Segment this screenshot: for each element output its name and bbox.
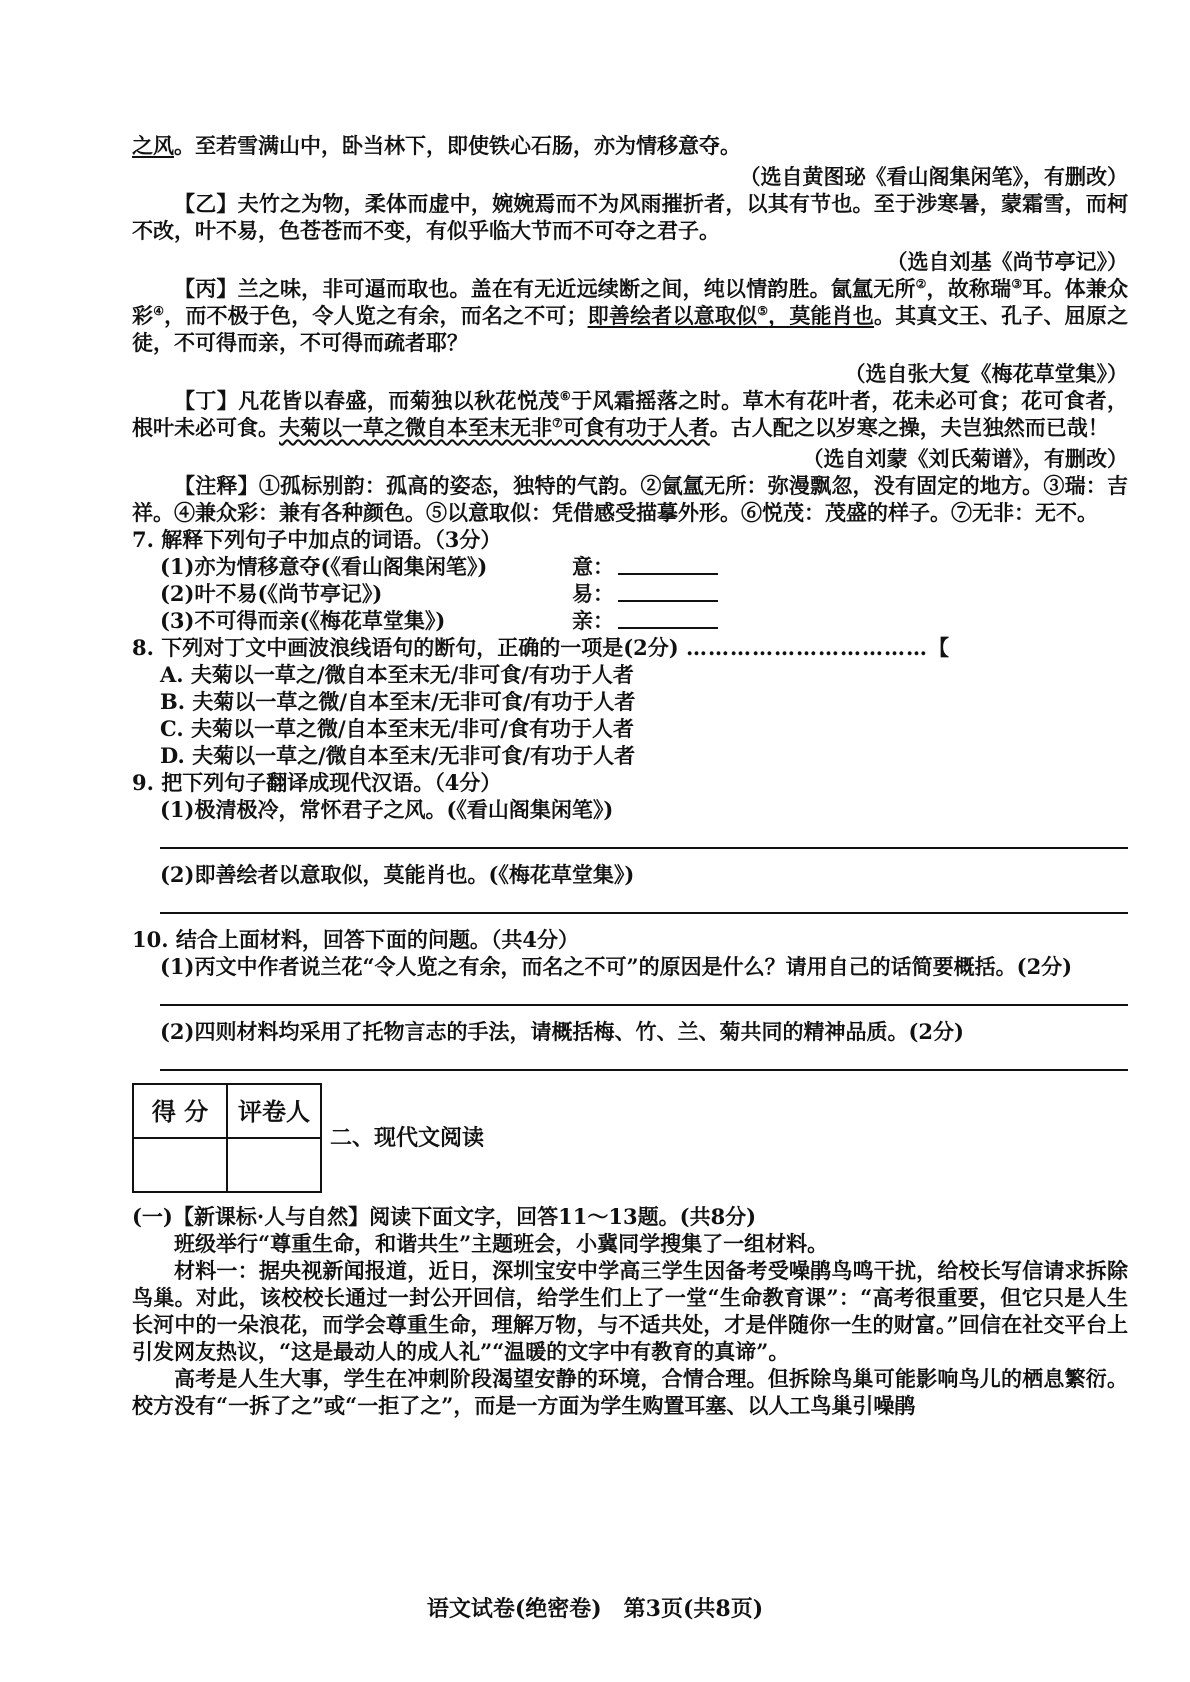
wavy-underlined-sentence: 夫菊以一草之微自本至末无非⑦可食有功于人者 <box>279 415 710 440</box>
section-title: 二、现代文阅读 <box>330 1124 485 1151</box>
score-cell[interactable] <box>133 1138 227 1192</box>
underlined-sentence: 即善绘者以意取似⑤，莫能肖也 <box>587 303 875 328</box>
answer-blank[interactable] <box>618 607 718 629</box>
answer-line[interactable] <box>160 902 1128 914</box>
question-7-stem: 7. 解释下列句子中加点的词语。（3分） <box>132 527 502 552</box>
underlined-phrase: 之风 <box>132 133 174 158</box>
answer-line[interactable] <box>160 837 1128 849</box>
q10-sub-1: (1)丙文中作者说兰花“令人览之有余，而名之不可”的原因是什么？请用自己的话简要概括。(2分) <box>160 954 1073 979</box>
option-d[interactable]: D. 夫菊以一草之/微自本至末/无非可食/有功于人者 <box>160 743 636 768</box>
page-content <box>132 132 1128 1419</box>
reading-paragraph-2: 材料一：据央视新闻报道，近日，深圳宝安中学高三学生因备考受噪鹃鸟鸣干扰，给校长写信请求拆除鸟巢。对此，该校校长通过一封公开回信，给学生们上了一堂“生命教育课”：“高考很重要，但它只是人生长河中的一朵浪花，而学会尊重生命，理解万物，与不适共处，才是伴随你一生的财富。”回信在社交平台上引发网友热议，“这是最动人的成人礼”“温暖的文字中有教育的真谛”。 <box>132 1258 1128 1364</box>
passage-jia-tail: 之风。至若雪满山中，卧当林下，即使铁心石肠，亦为情移意夺。 <box>132 133 741 158</box>
question-10-stem: 10. 结合上面材料，回答下面的问题。（共4分） <box>132 927 579 952</box>
passage-ding: 【丁】凡花皆以春盛，而菊独以秋花悦茂⑥于风霜摇落之时。草木有花叶者，花未必可食；花可食者，根叶未必可食。夫菊以一草之微自本至末无非⑦可食有功于人者。古人配之以岁寒之操，夫岂独然而已哉！ <box>132 388 1129 440</box>
source-bing: （选自张大复《梅花草堂集》） <box>844 361 1128 386</box>
q7-item-2: (2)叶不易(《尚节亭记》) 易： <box>160 580 1128 607</box>
answer-blank[interactable] <box>618 553 718 575</box>
passage-bing: 【丙】兰之味，非可逼而取也。盖在有无近远续断之间，纯以情韵胜。氤氲无所②，故称瑞③耳。体兼众彩④，而不极于色，令人览之有余，而名之不可；即善绘者以意取似⑤，莫能肖也。其真文王、孔子、屈原之徒，不可得而亲，不可得而疏者耶？ <box>132 276 1129 355</box>
option-a[interactable]: A. 夫菊以一草之/微自本至末无/非可食/有功于人者 <box>160 662 634 687</box>
answer-line[interactable] <box>160 1059 1128 1071</box>
reading-paragraph-1: 班级举行“尊重生命，和谐共生”主题班会，小冀同学搜集了一组材料。 <box>174 1231 829 1256</box>
answer-bracket[interactable]: ……………………………【 <box>686 635 951 660</box>
source-ding: （选自刘蒙《刘氏菊谱》，有删改） <box>802 446 1128 471</box>
reading-paragraph-3: 高考是人生大事，学生在冲刺阶段渴望安静的环境，合情合理。但拆除鸟巢可能影响鸟儿的栖息繁衍。校方没有“一拆了之”或“一拒了之”，而是一方面为学生购置耳塞、以人工鸟巢引噪鹃 <box>132 1366 1128 1418</box>
q7-item-1: (1)亦为情移意夺(《看山阁集闲笔》) 意： <box>160 553 1128 580</box>
q9-sentence-1: (1)极清极冷，常怀君子之风。(《看山阁集闲笔》) <box>160 797 614 822</box>
answer-blank[interactable] <box>618 580 718 602</box>
q10-sub-2: (2)四则材料均采用了托物言志的手法，请概括梅、竹、兰、菊共同的精神品质。(2分) <box>160 1019 964 1044</box>
option-c[interactable]: C. 夫菊以一草之微/自本至末无/非可/食有功于人者 <box>160 716 634 741</box>
score-section <box>132 1083 1128 1193</box>
source-yi: （选自刘基《尚节亭记》） <box>886 249 1128 274</box>
question-8-stem: 8. 下列对丁文中画波浪线语句的断句，正确的一项是(2分) ……………………………【 <box>132 635 951 660</box>
answer-line[interactable] <box>160 994 1128 1006</box>
question-9-stem: 9. 把下列句子翻译成现代汉语。（4分） <box>132 770 502 795</box>
page-footer: 语文试卷(绝密卷) 第3页(共8页) <box>426 1596 764 1622</box>
score-table <box>132 1083 322 1193</box>
subsection-heading: (一)【新课标·人与自然】阅读下面文字，回答11～13题。(共8分) <box>132 1204 757 1229</box>
score-header: 得 分 <box>133 1084 227 1138</box>
source-jia: （选自黄图珌《看山阁集闲笔》，有删改） <box>739 164 1128 189</box>
passage-yi: 【乙】夫竹之为物，柔体而虚中，婉婉焉而不为风雨摧折者，以其有节也。至于涉寒暑，蒙霜雪，而柯不改，叶不易，色苍苍而不变，有似乎临大节而不可夺之君子。 <box>132 191 1128 243</box>
annotations: 【注释】①孤标别韵：孤高的姿态，独特的气韵。②氤氲无所：弥漫飘忽，没有固定的地方。③瑞：吉祥。④兼众彩：兼有各种颜色。⑤以意取似：凭借感受描摹外形。⑥悦茂：茂盛的样子。⑦无非：无不。 <box>132 473 1128 525</box>
grader-cell[interactable] <box>227 1138 321 1192</box>
option-b[interactable]: B. 夫菊以一草之微/自本至末/无非可食/有功于人者 <box>160 689 636 714</box>
grader-header: 评卷人 <box>227 1084 321 1138</box>
q9-sentence-2: (2)即善绘者以意取似，莫能肖也。(《梅花草堂集》) <box>160 862 635 887</box>
q8-options <box>160 661 1128 769</box>
q7-item-3: (3)不可得而亲(《梅花草堂集》) 亲： <box>160 607 1128 634</box>
